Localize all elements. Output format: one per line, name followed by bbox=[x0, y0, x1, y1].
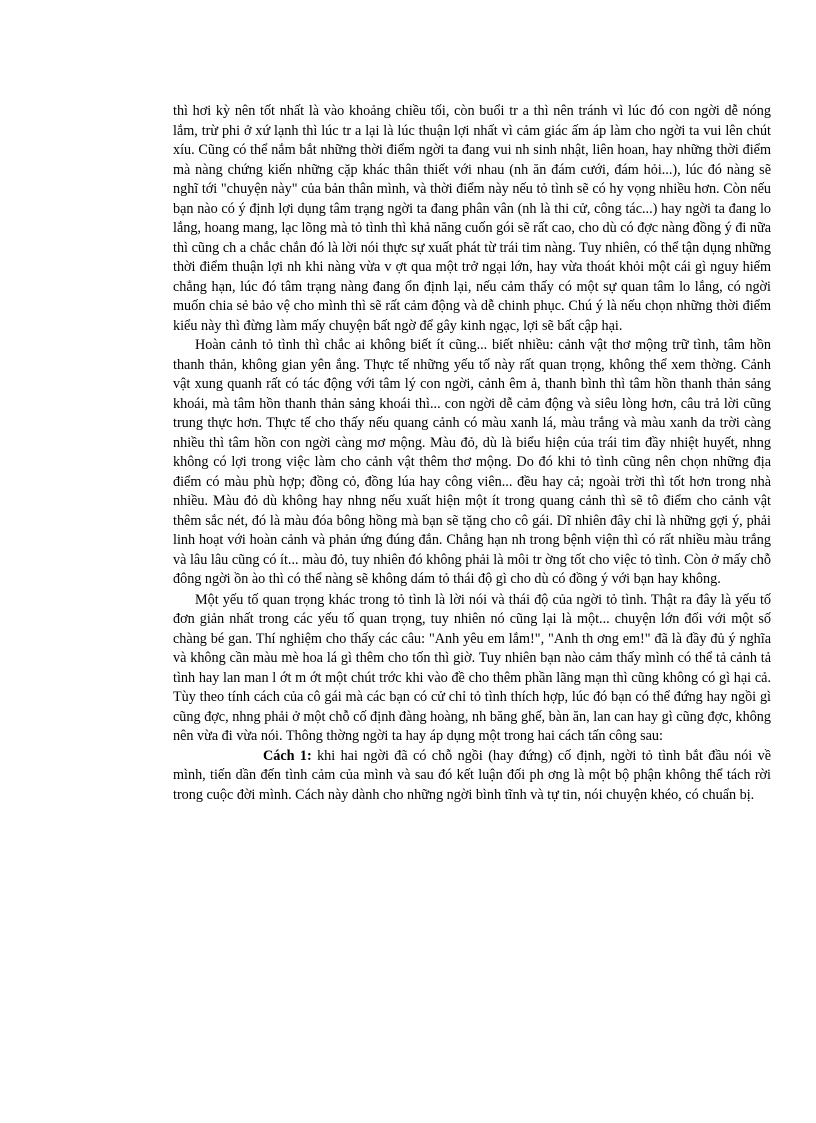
document-page bbox=[173, 102, 771, 805]
paragraph-setting: Hoàn cảnh tỏ tình thì chắc ai không biết ít cũng... biết nhiều: cảnh vật thơ mộng trữ tình, tâm hồn thanh thản, không gian yên ắng. Thực tế những yếu tố này rất quan trọng, không thể xem thờng. Cảnh vật xung quanh rất có tác động với tâm lý con ngời, cảnh êm ả, thanh bình thì tâm hồn thanh thản sảng khoái, mà tâm hồn thanh thản sảng khoái thì... con ngời dễ cảm động và siêu lòng hơn, câu trả lời cũng trung thực hơn. Thực tế cho thấy nếu quang cảnh có màu xanh lá, màu trắng và màu xanh da trời càng nhiều thì tâm hồn con ngời càng mơ mộng. Màu đỏ, dù là biểu hiện của trái tim đầy nhiệt huyết, nhng không có lợi trong việc làm cho cảnh vật thêm thơ mộng. Do đó khi tỏ tình cũng nên chọn những địa điểm có màu phù hợp; đồng cỏ, đồng lúa hay công viên... đều hay cả; ngoài trời thì tốt hơn trong nhà nhiều. Màu đỏ dù không hay nhng nếu xuất hiện một ít trong quang cảnh thì sẽ tô điểm cho cảnh vật thêm sắc nét, đó là màu đóa bông hồng mà bạn sẽ tặng cho cô gái. Dĩ nhiên đây chỉ là những gợi ý, phải linh hoạt với hoàn cảnh và phản ứng đúng đắn. Chẳng hạn nh trong bệnh viện thì có rất nhiều màu trắng và lâu lâu cũng có ít... màu đỏ, tuy nhiên đó không phải là môi tr ờng tốt cho việc tỏ tình. Còn ở mấy chỗ đông ngời ồn ào thì có thể nàng sẽ không dám tỏ thái độ gì cho dù có đồng ý với bạn hay không. bbox=[173, 337, 771, 587]
method-1-text: khi hai ngời đã có chỗ ngồi (hay đứng) cố định, ngời tỏ tình bắt đầu nói về mình, tiến dần đến tình cảm của mình và sau đó kết luận đối ph ơng là một bộ phận không thể tách rời trong cuộc đời mình. Cách này dành cho những ngời bình tĩnh và tự tin, nói chuyện khéo, có chuẩn bị. bbox=[173, 747, 771, 803]
paragraph-method-1 bbox=[173, 747, 771, 806]
paragraph-words-attitude: Một yếu tố quan trọng khác trong tỏ tình là lời nói và thái độ của ngời tỏ tình. Thật ra đây là yếu tố đơn giản nhất trong các yếu tố quan trọng, tuy nhiên nó cũng lại là một... chuyện lớn đối với một số chàng bé gan. Thí nghiệm cho thấy các câu: "Anh yêu em lắm!", "Anh th ơng em!" đã là đầy đủ ý nghĩa và không cần màu mè hoa lá gì thêm cho tốn thì giờ. Tuy nhiên bạn nào cảm thấy mình có thể tả cảnh tả tình hay lan man l ớt m ớt một chút trớc khi vào đề cho thêm phần lãng mạn thì cũng không có gì hại cả. Tùy theo tính cách của cô gái mà các bạn có cử chỉ tỏ tình thích hợp, lúc đó bạn có thể đứng hay ngồi gì cũng đợc, nhng phải ở một chỗ cố định đàng hoàng, nh băng ghế, bàn ăn, lan can hay gì cũng đợc, không nên vừa đi vừa nói. Thông thờng ngời ta hay áp dụng một trong hai cách tấn công sau: bbox=[173, 591, 771, 744]
method-1-label: Cách 1: bbox=[263, 747, 312, 764]
paragraph-timing: thì hơi kỳ nên tốt nhất là vào khoảng chiều tối, còn buổi tr a thì nên tránh vì lúc đó con ngời dễ nóng lắm, trừ phi ở xứ lạnh thì lúc tr a lại là lúc thuận lợi nhất vì cảm giác ấm áp làm cho ngời ta vui lên chút xíu. Cũng có thể nắm bắt những thời điểm ngời ta đang vui nh sinh nhật, liên hoan, hay những thời điểm mà nàng chứng kiến những cặp khác thân thiết với nhau (nh ăn đám cưới, đám hỏi...), lúc đó nàng sẽ nghĩ tới "chuyện này" của bản thân mình, và thời điểm này nếu tỏ tình sẽ có hy vọng nhiều hơn. Còn nếu bạn nào có ý định lợi dụng tâm trạng ngời ta đang phân vân (nh là thi cử, công tác...) hay ngời ta đang lo lắng, hoang mang, lạc lõng mà tỏ tình thì khả năng cuốn gói sẽ rất cao, cho dù có đợc nàng đồng ý đi nữa thì cũng ch a chắc chắn đó là lời nói thực sự xuất phát từ trái tim nàng. Tuy nhiên, có thể tận dụng những thời điểm thuận lợi nh khi nàng vừa v ợt qua một trở ngại lớn, hay vừa thoát khỏi một cái gì nguy hiểm chẳng hạn, lúc đó tâm trạng nàng đang ổn định lại, nếu cảm thấy có một sự quan tâm lo lắng, có ngời muốn chia sẻ bảo vệ cho mình thì sẽ rất cảm động và dễ chinh phục. Chú ý là nếu chọn những thời điểm kiểu này thì đừng làm mấy chuyện bất ngờ để gây kinh ngạc, lợi sẽ bất cập hại. bbox=[173, 103, 771, 334]
